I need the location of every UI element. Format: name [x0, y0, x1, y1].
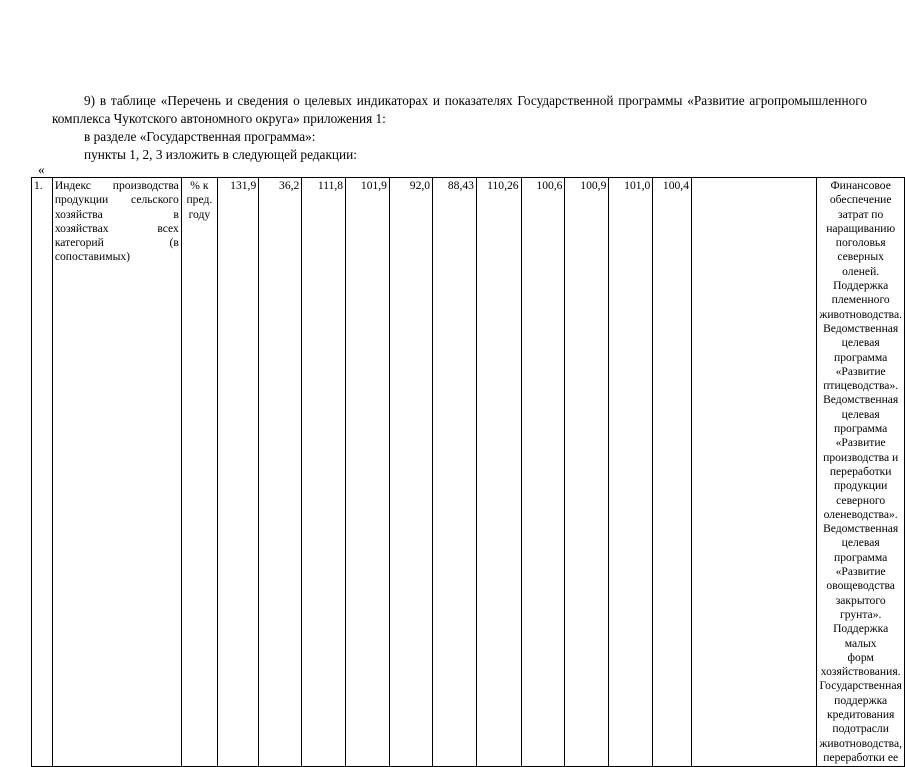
note-line: поддержка [834, 693, 888, 707]
table-row [32, 178, 905, 767]
opening-quote: « [38, 162, 45, 177]
note-line: птицеводства». [823, 379, 899, 393]
row-number: 1. [32, 178, 53, 767]
intro-paragraph: 9) в таблице «Перечень и сведения о целевых индикаторах и показателях Государственной программы «Развитие агропромышленного комплекса Чукотского автономного округа» приложения 1: [52, 93, 867, 126]
indicator-name-line: продукции сельского [54, 193, 179, 207]
value-cell: 100,9 [565, 178, 609, 767]
note-line: племенного [831, 293, 890, 307]
note-line: оленеводства». [823, 507, 898, 521]
note-line: Ведомственная целевая [823, 321, 899, 350]
value-cell: 131,9 [217, 178, 258, 767]
value-cell: 92,0 [389, 178, 432, 767]
note-line: Финансовое [830, 179, 891, 192]
note-line: подотрасли [832, 722, 889, 736]
value-cell: 100,4 [653, 178, 692, 767]
note-line: северного [836, 493, 886, 507]
value-cell: 100,6 [521, 178, 565, 767]
instruction-line: пункты 1, 2, 3 изложить в следующей редакции: [84, 147, 357, 162]
indicator-name [52, 178, 181, 767]
indicators-table [31, 177, 905, 767]
note-line: переработки продукции [829, 464, 892, 493]
value-cell: 110,26 [476, 178, 521, 767]
unit-line: пред. [186, 193, 213, 207]
value-cell: 101,9 [346, 178, 390, 767]
note-line: овощеводства [826, 579, 895, 593]
note-line: программа «Развитие [834, 550, 888, 579]
note-line: Ведомственная целевая [823, 393, 899, 421]
value-cell: 88,43 [433, 178, 477, 767]
note-line: поголовья северных [835, 236, 886, 264]
unit-line: % к [190, 179, 209, 192]
value-cell: 101,0 [609, 178, 653, 767]
note-line: производства и [823, 450, 899, 464]
unit-cell [181, 178, 217, 767]
note-line: переработки ее [823, 750, 899, 764]
unit-line: году [188, 207, 211, 221]
note-line: Государственная [819, 679, 902, 693]
note-line: программа «Развитие [834, 350, 888, 378]
indicator-name-line: сопоставимых) [54, 250, 131, 264]
note-line: обеспечение затрат по [829, 193, 892, 221]
note-line: оленей. Поддержка [833, 264, 889, 293]
note-line: Поддержка малых [833, 622, 889, 650]
note-line: кредитования [826, 707, 895, 721]
section-line: в разделе «Государственная программа»: [84, 129, 316, 144]
value-cell: 36,2 [259, 178, 302, 767]
indicator-name-line: хозяйствах всех [54, 221, 179, 235]
note-line: закрытого грунта». [835, 593, 886, 621]
note-line: животноводства. [819, 307, 902, 321]
note-line: форм хозяйствования. [820, 650, 901, 679]
note-line: Ведомственная целевая [823, 522, 899, 550]
indicator-name-line: Индекс производства [54, 179, 179, 192]
note-line: программа «Развитие [834, 422, 888, 450]
measures-note [817, 178, 905, 767]
indicator-name-line: категорий (в [54, 236, 179, 250]
empty-cell [692, 178, 817, 767]
note-line: животноводства, [819, 736, 902, 750]
value-cell: 111,8 [302, 178, 346, 767]
note-line: наращиванию [826, 221, 896, 235]
indicator-name-line: хозяйства в [54, 207, 179, 221]
